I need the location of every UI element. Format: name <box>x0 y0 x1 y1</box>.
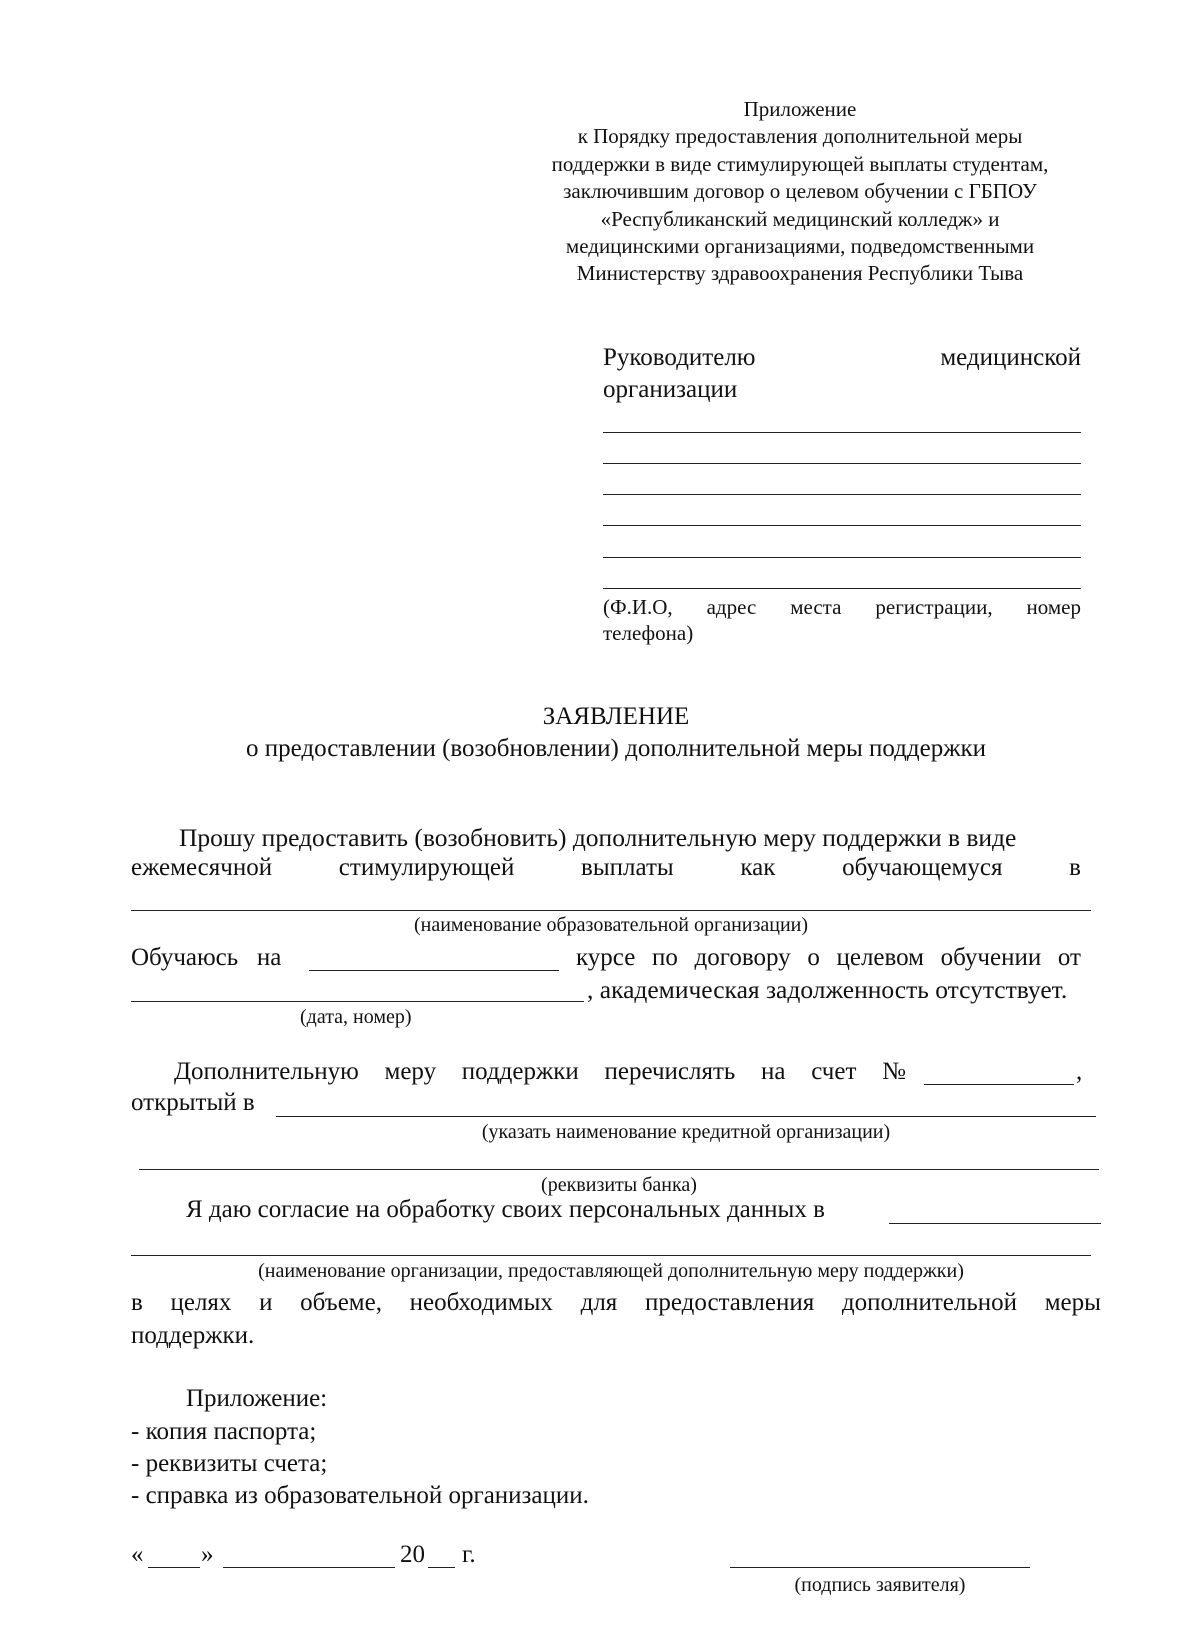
word: стимулирующей <box>338 854 515 881</box>
contract-date-hint: (дата, номер) <box>300 1006 412 1028</box>
addressee-blank-line[interactable] <box>603 432 1081 433</box>
word: ежемесячной <box>131 854 273 881</box>
word: на <box>256 944 282 971</box>
word: по <box>651 944 678 971</box>
word: объеме, <box>300 1289 382 1316</box>
word: целевом <box>836 944 924 971</box>
word: в <box>131 1289 143 1316</box>
date-year-field[interactable] <box>428 1567 455 1568</box>
date-day-field[interactable] <box>148 1567 200 1568</box>
word: о <box>807 944 820 971</box>
addressee-blank-line[interactable] <box>603 588 1081 589</box>
appendix-line: медицинскими организациями, подведомственными <box>565 234 1035 259</box>
attachment-item: - реквизиты счета; <box>131 1450 328 1477</box>
attachment-item: - справка из образовательной организации. <box>131 1482 589 1509</box>
para4-line1: Я даю согласие на обработку своих персональных данных в <box>186 1196 825 1223</box>
date-quote-close: » <box>201 1541 214 1568</box>
account-number-field[interactable] <box>924 1084 1074 1085</box>
appendix-line: заключившим договор о целевом обучении с ГБПОУ <box>563 179 1037 204</box>
hint-word: регистрации, <box>875 595 993 619</box>
para4-line3: поддержки. <box>131 1322 255 1349</box>
addressee-blank-line[interactable] <box>603 557 1081 558</box>
bank-details-hint: (реквизиты банка) <box>541 1174 697 1196</box>
word: выплаты <box>581 854 674 881</box>
addressee-blank-line[interactable] <box>603 494 1081 495</box>
hint-word: (Ф.И.О, <box>603 595 673 619</box>
attachments-title: Приложение: <box>186 1385 328 1412</box>
bank-name-hint: (указать наименование кредитной организации) <box>481 1121 891 1143</box>
bank-name-field[interactable] <box>276 1116 1096 1117</box>
word: обучении <box>940 944 1042 971</box>
word: необходимых <box>409 1289 553 1316</box>
word: № <box>882 1058 906 1085</box>
signature-field[interactable] <box>730 1567 1030 1568</box>
addressee-word: медицинской <box>940 344 1081 371</box>
para3-opened-in: открытый в <box>131 1089 255 1116</box>
hint-word: номер <box>1026 595 1081 619</box>
para1-line2 <box>131 854 1081 882</box>
word: Обучаюсь <box>131 944 239 971</box>
word: на <box>761 1058 786 1085</box>
word: курсе <box>576 944 636 971</box>
para1-line1: Прошу предоставить (возобновить) дополнительную меру поддержки в виде <box>179 823 1017 852</box>
appendix-line: поддержки в виде стимулирующей выплаты студентам, <box>551 151 1049 176</box>
appendix-line: «Республиканский медицинский колледж» и <box>600 206 1000 231</box>
para3-comma: , <box>1076 1058 1083 1085</box>
appendix-line: к Порядку предоставления дополнительной меры <box>577 124 1023 149</box>
word: предоставления <box>644 1289 815 1316</box>
date-year-prefix: 20 <box>400 1541 425 1568</box>
appendix-line: Приложение <box>743 97 857 121</box>
para2-study-word <box>131 944 281 972</box>
addressee-blank-line[interactable] <box>603 525 1081 526</box>
attachment-item: - копия паспорта; <box>131 1418 317 1445</box>
appendix-block <box>520 96 1080 288</box>
hint-word: места <box>790 595 842 619</box>
word: для <box>580 1289 618 1316</box>
addressee-word: Руководителю <box>603 344 756 371</box>
course-field[interactable] <box>309 970 559 971</box>
date-month-field[interactable] <box>223 1567 395 1568</box>
addressee-line2 <box>603 376 1081 404</box>
addressee-blank-line[interactable] <box>603 463 1081 464</box>
word: от <box>1057 944 1081 971</box>
education-org-field[interactable] <box>131 910 1091 911</box>
addressee-hint <box>603 595 1081 620</box>
hint-word: адрес <box>706 595 757 619</box>
word: и <box>259 1289 273 1316</box>
word: целях <box>170 1289 232 1316</box>
education-org-hint: (наименование образовательной организации) <box>413 914 809 936</box>
bank-details-field[interactable] <box>139 1169 1099 1170</box>
word: в <box>1069 854 1081 881</box>
consent-org-hint: (наименование организации, предоставляющей дополнительную меру поддержки) <box>258 1260 964 1282</box>
word: меры <box>1044 1289 1101 1316</box>
word: счет <box>811 1058 857 1085</box>
date-quote-open: « <box>131 1541 144 1568</box>
document-title: ЗАЯВЛЕНИЕ <box>542 703 690 730</box>
para4-line2 <box>131 1289 1101 1317</box>
word: дополнительной <box>841 1289 1018 1316</box>
word: перечислять <box>604 1058 736 1085</box>
consent-org-field-start[interactable] <box>889 1223 1101 1224</box>
para2-line1-rest <box>576 944 1081 972</box>
appendix-line: Министерству здравоохранения Республики Тыва <box>576 261 1024 286</box>
contract-date-number-field[interactable] <box>131 1001 584 1002</box>
date-year-suffix: г. <box>462 1541 476 1568</box>
word: договору <box>694 944 791 971</box>
word: меру <box>384 1058 437 1085</box>
consent-org-field[interactable] <box>131 1255 1091 1256</box>
document-subtitle: о предоставлении (возобновлении) дополнительной меры поддержки <box>245 735 986 762</box>
word: Дополнительную <box>174 1058 359 1085</box>
addressee-word: организации <box>603 376 738 403</box>
word: как <box>740 854 776 881</box>
word: поддержки <box>461 1058 579 1085</box>
addressee-hint-line2: телефона) <box>603 621 694 645</box>
para3-line1 <box>174 1058 906 1086</box>
word: обучающемуся <box>842 854 1003 881</box>
signature-hint: (подпись заявителя) <box>794 1574 966 1596</box>
addressee-line1 <box>603 344 1081 372</box>
para2-line2-rest: , академическая задолженность отсутствует. <box>587 975 1068 1004</box>
